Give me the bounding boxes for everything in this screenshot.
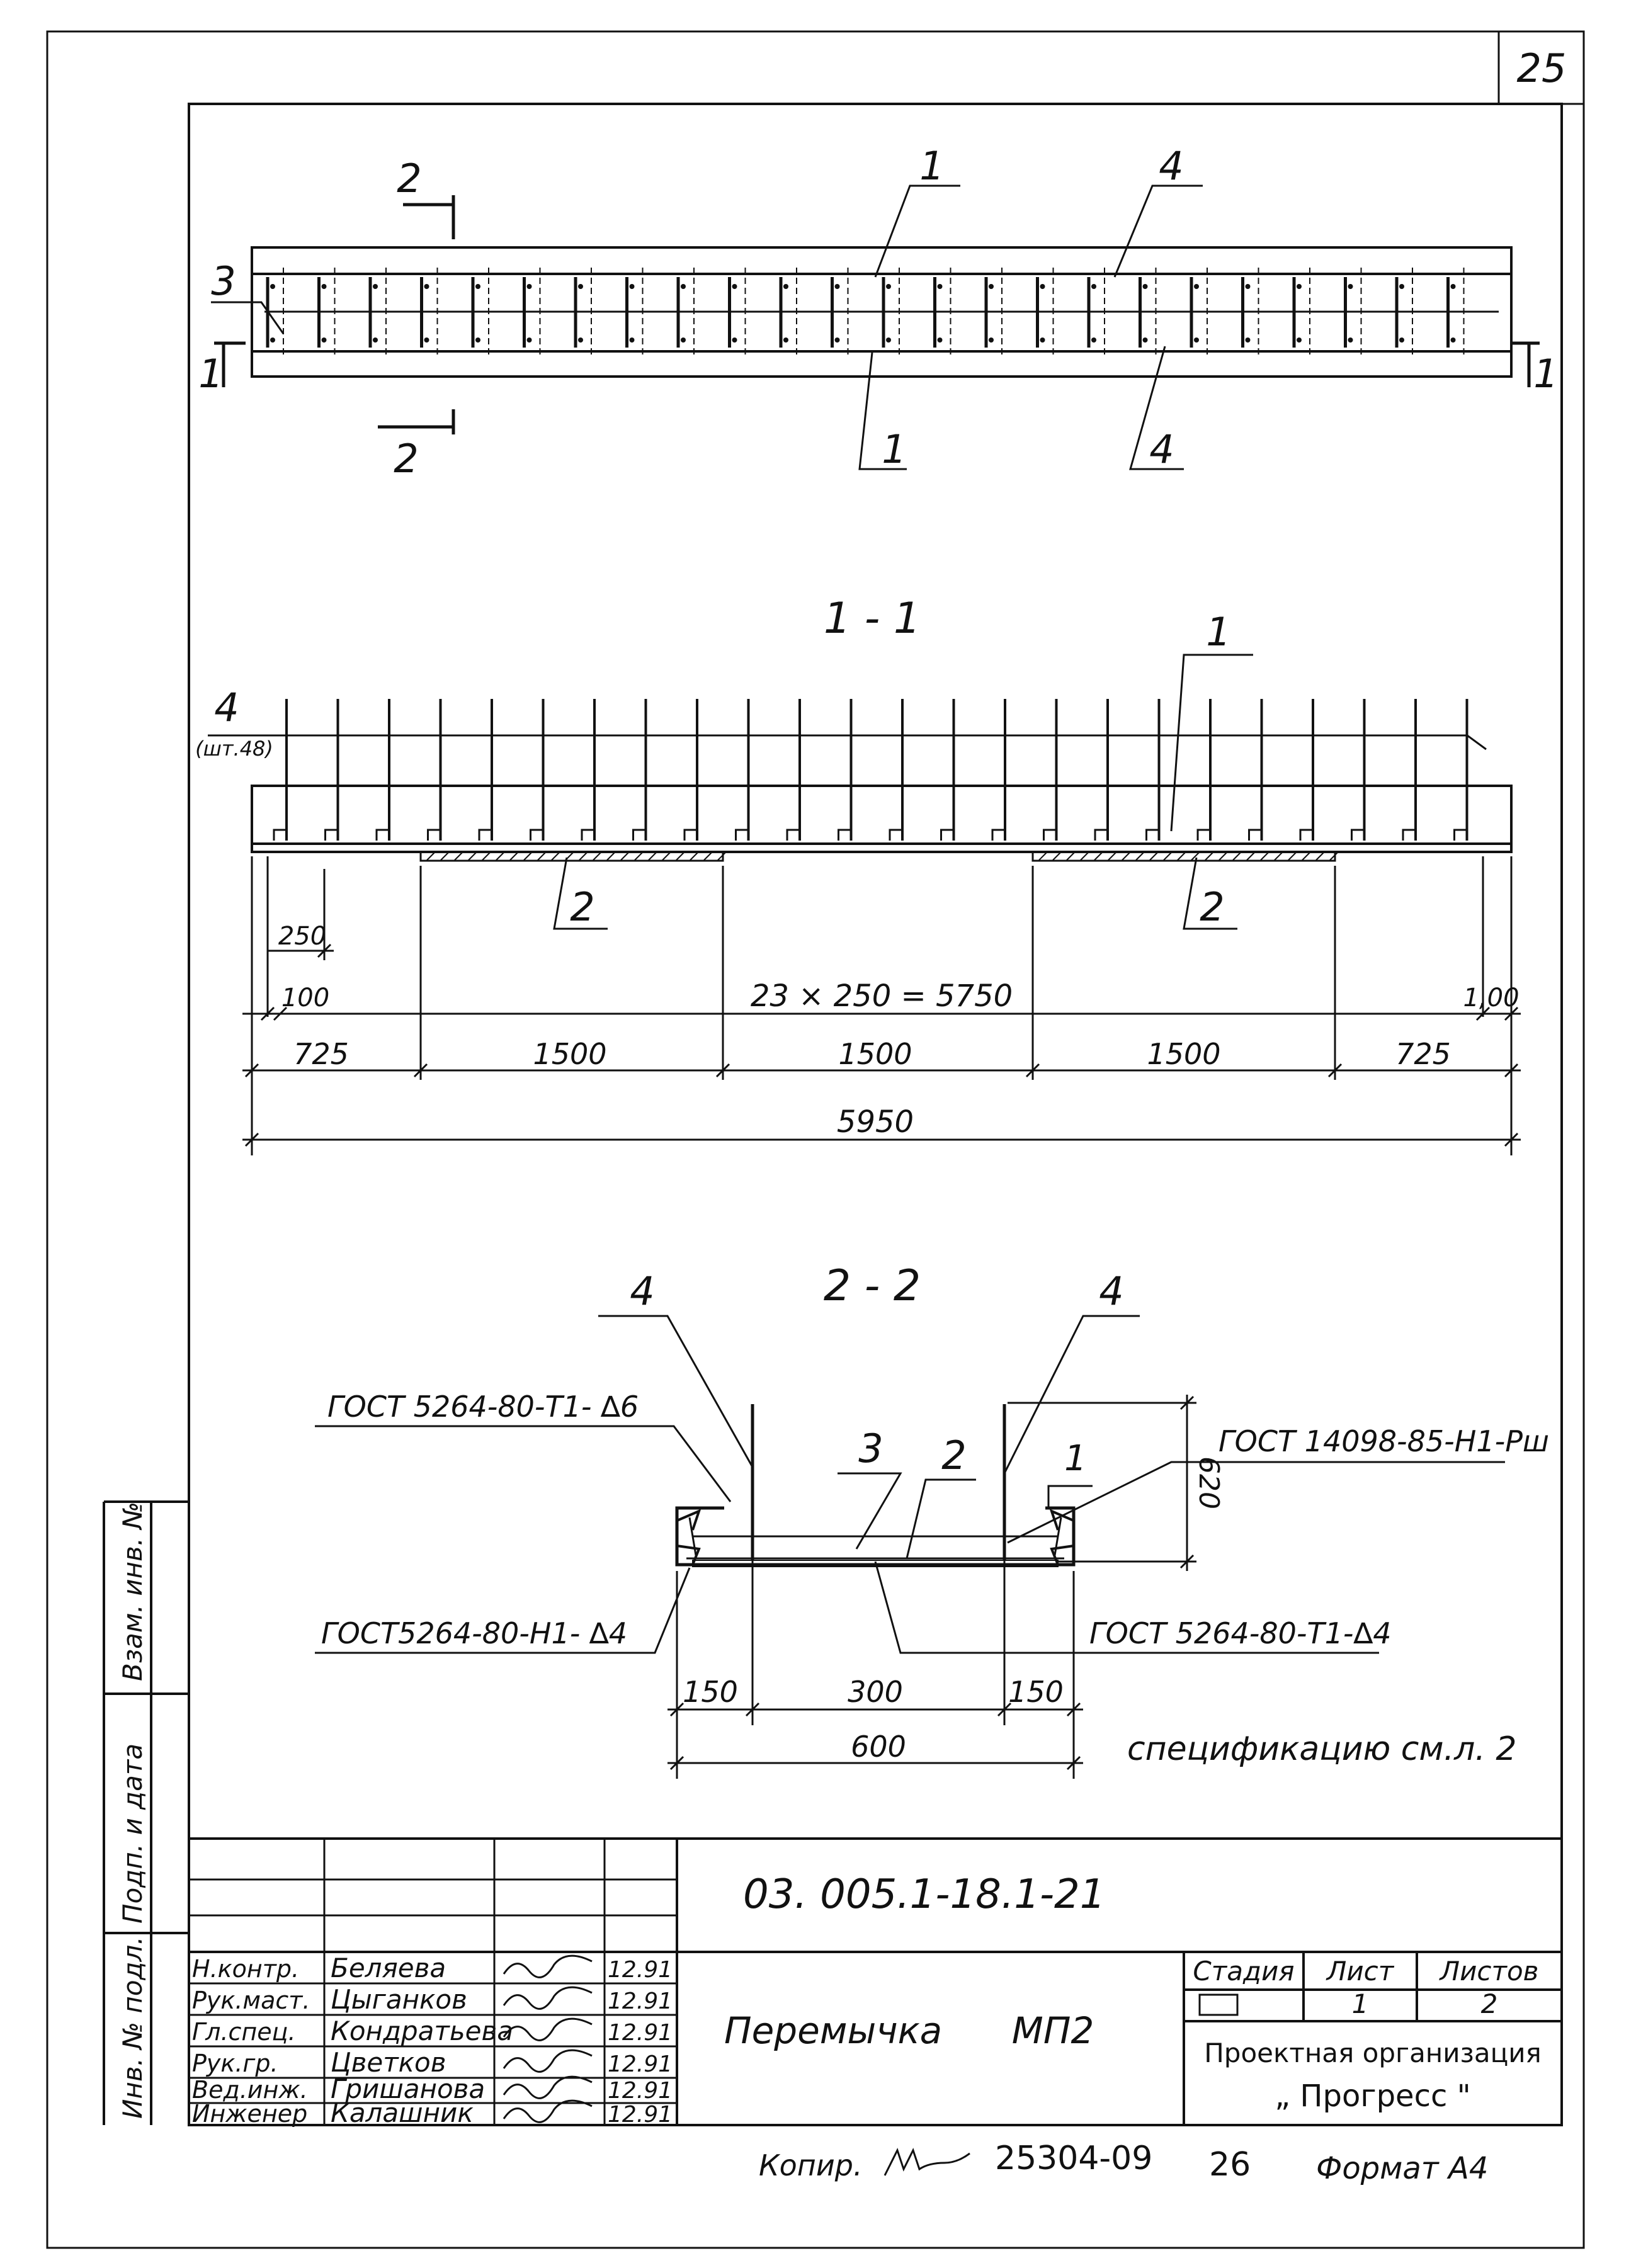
rod-hook xyxy=(1198,830,1210,841)
hatch-stroke xyxy=(1233,853,1241,860)
rod-hook xyxy=(633,830,646,841)
plan-stirrup-dot xyxy=(938,337,943,343)
rod-hook xyxy=(1095,830,1108,841)
weld-bottom-right: ГОСТ 5264-80-Т1-∆4 xyxy=(1089,1616,1392,1650)
section-2-top-marker xyxy=(403,195,453,239)
plan-stirrup-dot xyxy=(578,337,583,343)
dim-150-right: 150 xyxy=(1008,1675,1064,1709)
copy-number: 25304-09 xyxy=(995,2140,1153,2177)
rod-hook xyxy=(377,830,389,841)
hatch-stroke xyxy=(524,853,531,860)
plan-stirrup-dot xyxy=(1246,284,1251,289)
signature-date: 12.91 xyxy=(608,2051,673,2077)
plan-stirrup-dot xyxy=(322,284,327,289)
weld-bottom-left: ГОСТ5264-80-Н1- ∆4 xyxy=(321,1616,627,1650)
dim-150-left: 150 xyxy=(683,1675,738,1709)
plan-stirrup-dot xyxy=(783,284,788,289)
plan-stirrup-dot xyxy=(578,284,583,289)
sec22-pos-1: 1 xyxy=(1064,1438,1087,1479)
hatch-stroke xyxy=(1247,853,1254,860)
section-1-1-rods xyxy=(274,699,1467,841)
plan-stirrup-dot xyxy=(886,337,891,343)
handwritten-signature xyxy=(504,1987,592,2009)
copy-signature xyxy=(885,2150,970,2175)
section-2-bottom-label: 2 xyxy=(394,436,419,482)
rod-hook xyxy=(839,830,851,841)
org-line-2: „ Прогресс " xyxy=(1275,2078,1471,2114)
section-2-2-title: 2 - 2 xyxy=(823,1261,921,1311)
plan-stirrup-dot xyxy=(1399,284,1404,289)
plan-leader-4-top xyxy=(1115,186,1203,277)
plan-stirrup-dot xyxy=(270,337,275,343)
plate-hatching xyxy=(427,853,1338,860)
page-number: 25 xyxy=(1516,45,1567,91)
plan-pos-4-bottom: 4 xyxy=(1149,426,1174,472)
hatch-stroke xyxy=(496,853,504,860)
hatch-stroke xyxy=(635,853,642,860)
signature-role: Инженер xyxy=(192,2100,308,2128)
sec11-leader-1 xyxy=(1171,655,1253,831)
hatch-stroke xyxy=(1053,853,1060,860)
dim-620: 620 xyxy=(1193,1456,1225,1509)
channel-inner xyxy=(686,1517,1064,1558)
plan-stirrup-dot xyxy=(1143,337,1148,343)
handwritten-signature xyxy=(504,2050,592,2072)
plan-stirrup-dot xyxy=(989,337,994,343)
hatch-stroke xyxy=(510,853,518,860)
hatch-stroke xyxy=(1191,853,1199,860)
signature-role: Рук.маст. xyxy=(192,1987,310,2014)
plan-leader-3 xyxy=(211,302,283,334)
hatch-stroke xyxy=(621,853,628,860)
signature-name: Цветков xyxy=(331,2047,446,2078)
plan-stirrup-dot xyxy=(835,337,840,343)
signature-name: Гришанова xyxy=(331,2073,486,2104)
rod-hook xyxy=(428,830,441,841)
hatch-stroke xyxy=(1302,853,1310,860)
dim-725-left: 725 xyxy=(293,1037,349,1071)
hatch-stroke xyxy=(1039,853,1047,860)
hatch-stroke xyxy=(455,853,462,860)
hatch-stroke xyxy=(1178,853,1185,860)
dim-600: 600 xyxy=(851,1730,906,1764)
rod-hook xyxy=(479,830,492,841)
hatch-stroke xyxy=(676,853,684,860)
hatch-stroke xyxy=(1067,853,1074,860)
dim-100-right: 1,00 xyxy=(1463,984,1520,1012)
hatch-stroke xyxy=(718,853,725,860)
format-label: Формат А4 xyxy=(1316,2151,1489,2186)
plan-stirrup-dot xyxy=(681,337,686,343)
hatch-stroke xyxy=(593,853,601,860)
section-2-bottom-marker xyxy=(378,409,453,434)
plan-stirrup-dot xyxy=(424,284,429,289)
signature-role: Н.контр. xyxy=(192,1955,300,1983)
dim-stirrups-total: 23 × 250 = 5750 xyxy=(750,978,1013,1014)
handwritten-signature xyxy=(504,2019,592,2040)
hatch-stroke xyxy=(649,853,656,860)
side-vzam: Взам. инв. № xyxy=(117,1501,148,1681)
dim-725-right: 725 xyxy=(1395,1037,1451,1071)
signature-name: Цыганков xyxy=(331,1984,467,2015)
channel-lips xyxy=(677,1511,1074,1565)
page-index: 26 xyxy=(1209,2146,1251,2184)
sec22-leader-2 xyxy=(907,1480,976,1558)
hatch-stroke xyxy=(704,853,712,860)
plan-stirrup-dot xyxy=(835,284,840,289)
product-name: Перемычка МП2 xyxy=(724,2009,1094,2052)
rod-hook xyxy=(941,830,954,841)
plan-stirrup-dot xyxy=(1194,337,1199,343)
hatch-stroke xyxy=(1219,853,1227,860)
plan-stirrup-dot xyxy=(1040,337,1045,343)
rod-hook xyxy=(274,830,287,841)
rod-hook xyxy=(1147,830,1159,841)
hatch-stroke xyxy=(579,853,587,860)
plan-stirrup-dot xyxy=(1040,284,1045,289)
sec22-pos-4-left: 4 xyxy=(630,1268,655,1314)
sec11-leader-4 xyxy=(208,735,1486,749)
dim-1500-a: 1500 xyxy=(533,1037,607,1071)
signature-role: Рук.гр. xyxy=(192,2050,278,2077)
hatch-stroke xyxy=(1122,853,1130,860)
plan-stirrup-dot xyxy=(681,284,686,289)
hatch-stroke xyxy=(1316,853,1324,860)
signature-rows xyxy=(192,1953,673,2128)
handwritten-signature xyxy=(504,1956,592,1977)
plan-stirrup-dot xyxy=(1091,284,1096,289)
org-line-1: Проектная организация xyxy=(1204,2038,1542,2068)
plan-stirrup-dot xyxy=(1194,284,1199,289)
sheets-label: Листов xyxy=(1440,1956,1539,1987)
sec11-pos-2-left: 2 xyxy=(570,884,595,930)
plan-stirrup-dot xyxy=(270,284,275,289)
rod-hook xyxy=(531,830,543,841)
sec22-pos-3: 3 xyxy=(858,1426,883,1471)
signature-date: 12.91 xyxy=(608,2078,673,2104)
signature-date: 12.91 xyxy=(608,1957,673,1983)
rod-hook xyxy=(1403,830,1416,841)
hatch-stroke xyxy=(1136,853,1144,860)
footer xyxy=(759,2140,1488,2186)
spec-note: спецификацию см.л. 2 xyxy=(1127,1730,1517,1768)
plan-stirrup-dot xyxy=(373,337,378,343)
weld-top-left: ГОСТ 5264-80-Т1- ∆6 xyxy=(327,1390,639,1424)
sec22-dimension-lines xyxy=(667,1395,1196,1779)
plan-stirrup-dot xyxy=(1348,337,1353,343)
plan-stirrup-dot xyxy=(732,337,737,343)
rod-hook xyxy=(890,830,902,841)
hatch-stroke xyxy=(690,853,698,860)
signature-date: 12.91 xyxy=(608,2020,673,2046)
plan-stirrup-dot xyxy=(1143,284,1148,289)
plan-pos-3: 3 xyxy=(211,258,236,304)
plan-stirrup-dot xyxy=(1091,337,1096,343)
plan-stirrup-dot xyxy=(1297,337,1302,343)
plan-stirrup-dot xyxy=(1399,337,1404,343)
signature-role: Гл.спец. xyxy=(192,2018,296,2046)
hatch-stroke xyxy=(1150,853,1157,860)
sec22-leader-3 xyxy=(838,1473,900,1549)
sheet-label: Лист xyxy=(1326,1956,1394,1987)
dim-5950: 5950 xyxy=(836,1104,914,1140)
rod-hook xyxy=(992,830,1005,841)
hatch-stroke xyxy=(538,853,545,860)
plan-stirrup-dot xyxy=(1451,284,1456,289)
plan-leader-1-top xyxy=(875,186,960,277)
sec11-pos-2-right: 2 xyxy=(1200,884,1225,930)
dim-250: 250 xyxy=(278,922,327,951)
rod-hook xyxy=(582,830,594,841)
plan-stirrup-dot xyxy=(475,337,480,343)
hatch-stroke xyxy=(1205,853,1213,860)
rod-hook xyxy=(1300,830,1313,841)
side-inv: Инв. № подл. xyxy=(117,1936,148,2119)
hatch-stroke xyxy=(1081,853,1088,860)
side-stamp xyxy=(104,1502,189,2125)
hatch-stroke xyxy=(1288,853,1296,860)
sec22-pos-4-right: 4 xyxy=(1099,1268,1124,1314)
sec11-pos-4-qty: (шт.48) xyxy=(195,737,273,761)
rod-hook xyxy=(326,830,338,841)
signature-name: Калашник xyxy=(331,2097,474,2128)
sec11-pos-4: 4 xyxy=(214,684,239,730)
plan-stirrup-dot xyxy=(1451,337,1456,343)
signature-name: Беляева xyxy=(331,1953,446,1983)
hatch-stroke xyxy=(469,853,476,860)
doc-code: 03. 005.1-18.1-21 xyxy=(743,1871,1106,1918)
signature-role: Вед.инж. xyxy=(192,2076,308,2104)
hatch-stroke xyxy=(1330,853,1338,860)
dim-300: 300 xyxy=(848,1675,903,1709)
signature-date: 12.91 xyxy=(608,1988,673,2014)
plan-stirrup-dot xyxy=(938,284,943,289)
hatch-stroke xyxy=(607,853,615,860)
plan-stirrup-dot xyxy=(424,337,429,343)
plan-stirrup-dot xyxy=(1297,284,1302,289)
hatch-stroke xyxy=(427,853,435,860)
plan-stirrup-dot xyxy=(989,284,994,289)
signature-name: Кондратьева xyxy=(331,2016,513,2046)
dim-100-left: 100 xyxy=(281,984,330,1012)
plan-stirrup-dot xyxy=(527,284,532,289)
plan-stirrup-dot xyxy=(373,284,378,289)
dim-1500-c: 1500 xyxy=(1147,1037,1221,1071)
weld-top-right: ГОСТ 14098-85-Н1-Рш xyxy=(1218,1424,1550,1458)
sec22-pos-2: 2 xyxy=(941,1432,967,1478)
rod-hook xyxy=(1249,830,1262,841)
plan-pos-1-bottom: 1 xyxy=(882,426,907,472)
plan-stirrup-dot xyxy=(886,284,891,289)
handwritten-signature xyxy=(504,2077,592,2098)
hatch-stroke xyxy=(1164,853,1171,860)
rod-hook xyxy=(1455,830,1467,841)
plan-pos-1-top: 1 xyxy=(919,143,945,189)
plan-stirrup-dot xyxy=(1348,284,1353,289)
plan-view xyxy=(198,143,1558,482)
dim-1500-b: 1500 xyxy=(838,1037,912,1071)
plan-stirrup-dot xyxy=(630,337,635,343)
rod-hook xyxy=(1352,830,1365,841)
plan-stirrup-dot xyxy=(527,337,532,343)
section-1-1-title: 1 - 1 xyxy=(823,594,921,644)
plan-pos-4-top: 4 xyxy=(1159,143,1184,189)
stage-label: Стадия xyxy=(1193,1956,1295,1987)
section-2-top-label: 2 xyxy=(397,156,422,201)
plan-stirrup-dot xyxy=(783,337,788,343)
rod-hook xyxy=(736,830,749,841)
plan-stirrup-dot xyxy=(1246,337,1251,343)
weld-leader-top-left xyxy=(315,1426,730,1502)
rod-hook xyxy=(1044,830,1057,841)
rod-hook xyxy=(787,830,800,841)
sec11-pos-1: 1 xyxy=(1206,609,1231,655)
side-podp: Подп. и дата xyxy=(117,1743,148,1924)
hatch-stroke xyxy=(552,853,559,860)
hatch-stroke xyxy=(482,853,490,860)
signature-date: 12.91 xyxy=(608,2102,673,2128)
sheets-value: 2 xyxy=(1480,1988,1498,2019)
hatch-stroke xyxy=(1261,853,1268,860)
section-1-left-label: 1 xyxy=(198,351,224,397)
hatch-stroke xyxy=(1094,853,1102,860)
sheet-value: 1 xyxy=(1351,1988,1369,2019)
section-2-2 xyxy=(315,1261,1549,1779)
hatch-stroke xyxy=(662,853,670,860)
plan-stirrup-dot xyxy=(630,284,635,289)
plan-stirrup-dot xyxy=(732,284,737,289)
section-1-1 xyxy=(195,594,1521,1155)
plan-stirrup-dot xyxy=(475,284,480,289)
copy-label: Копир. xyxy=(759,2148,863,2182)
hatch-stroke xyxy=(1275,853,1282,860)
rod-hook xyxy=(685,830,697,841)
section-1-right-label: 1 xyxy=(1533,351,1559,397)
hatch-stroke xyxy=(1108,853,1116,860)
title-block xyxy=(189,1839,1562,2128)
plan-stirrup-dot xyxy=(322,337,327,343)
hatch-stroke xyxy=(441,853,448,860)
